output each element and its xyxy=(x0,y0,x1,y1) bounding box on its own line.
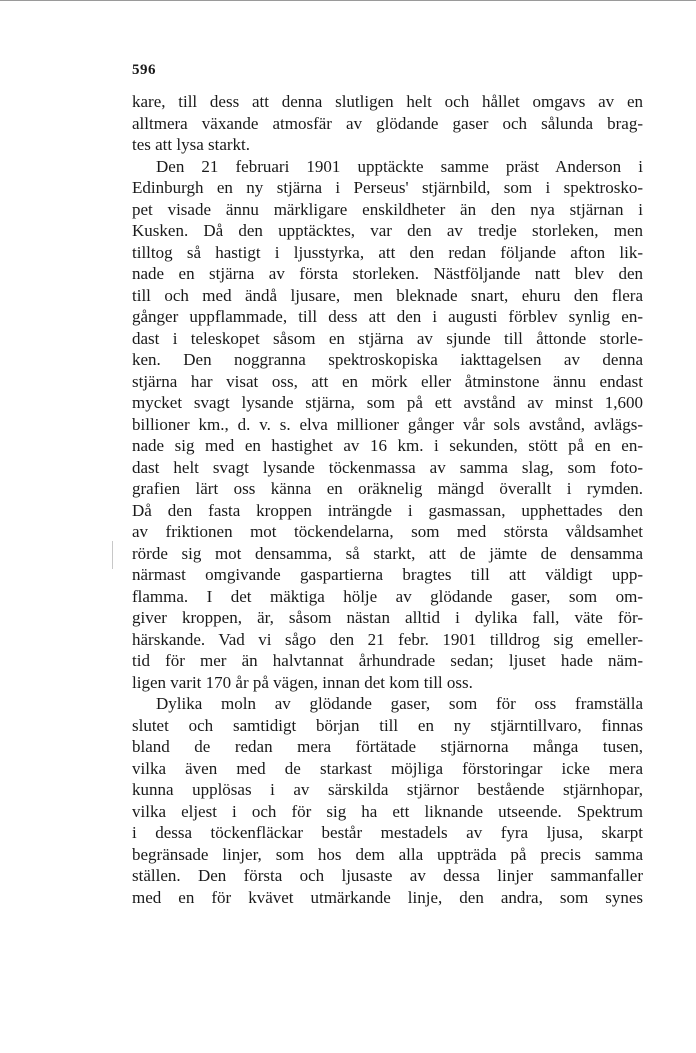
text-line: tes att lysa starkt. xyxy=(132,135,251,154)
text-line: Den 21 februari 1901 upptäckte samme präst Anderson i xyxy=(156,156,643,176)
text-line: bland de redan mera förtätade stjärnorna många tusen, xyxy=(132,737,643,756)
page-number: 596 xyxy=(132,62,156,78)
text-line: tid för mer än halvtannat århundrade sedan; ljuset hade näm- xyxy=(132,651,643,670)
text-line: nade sig med en hastighet av 16 km. i sekunden, stött på en en- xyxy=(132,436,643,455)
margin-mark xyxy=(112,541,113,569)
text-line: tilltog så hastigt i ljusstyrka, att den redan följande afton lik- xyxy=(132,242,643,262)
text-line: i dessa töckenfläckar består mestadels av fyra ljusa, skarpt xyxy=(132,823,643,842)
text-line: närmast omgivande gaspartierna bragtes till att väldigt upp- xyxy=(132,565,643,584)
body-text xyxy=(132,91,643,908)
text-line: vilka eljest i och för sig ha ett liknande utseende. Spektrum xyxy=(132,801,643,821)
text-line: dast i teleskopet såsom en stjärna av sjunde till åttonde storle- xyxy=(132,328,643,348)
text-line: med en för kvävet utmärkande linje, den andra, som synes xyxy=(132,887,643,907)
text-line: flamma. I det mäktiga hölje av glödande gaser, som om- xyxy=(132,586,643,606)
text-line: gånger uppflammade, till dess att den i augusti förblev synlig en- xyxy=(132,307,643,326)
text-line: Då den fasta kroppen inträngde i gasmassan, upphettades den xyxy=(132,500,643,520)
text-line: vilka även med de starkast möjliga förstoringar icke mera xyxy=(132,758,643,778)
text-line: av friktionen mot töckendelarna, som med största våldsamhet xyxy=(132,522,643,541)
text-line: dast helt svagt lysande töckenmassa av samma slag, som foto- xyxy=(132,457,643,477)
text-line: mycket svagt lysande stjärna, som på ett avstånd av minst 1,600 xyxy=(132,393,643,412)
text-line: Kusken. Då den upptäcktes, var den av tredje storleken, men xyxy=(132,221,643,240)
text-line: grafien lärt oss känna en oräknelig mängd överallt i rymden. xyxy=(132,479,643,498)
top-page-edge xyxy=(0,0,696,1)
text-line: nade en stjärna av första storleken. Nästföljande natt blev den xyxy=(132,264,643,283)
text-line: rörde sig mot densamma, så starkt, att de jämte de densamma xyxy=(132,543,643,563)
text-line: pet visade ännu märkligare enskildheter än den nya stjärnan i xyxy=(132,199,643,219)
text-line: ställen. Den första och ljusaste av dessa linjer sammanfaller xyxy=(132,866,643,885)
text-line: giver kroppen, är, såsom nästan alltid i dylika fall, väte för- xyxy=(132,608,643,627)
text-line: Edinburgh en ny stjärna i Perseus' stjärnbild, som i spektrosko- xyxy=(132,178,643,197)
text-line: kunna upplösas i av särskilda stjärnor bestående stjärnhopar, xyxy=(132,780,643,799)
text-line: stjärna har visat oss, att en mörk eller åtminstone ännu endast xyxy=(132,371,643,391)
text-line: ken. Den noggranna spektroskopiska iakttagelsen av denna xyxy=(132,350,643,369)
text-line: till och med ändå ljusare, men bleknade snart, ehuru den flera xyxy=(132,285,643,305)
text-line: Dylika moln av glödande gaser, som för oss framställa xyxy=(156,694,643,713)
text-line: alltmera växande atmosfär av glödande gaser och sålunda brag- xyxy=(132,113,643,133)
text-line: härskande. Vad vi sågo den 21 febr. 1901 tilldrog sig emeller- xyxy=(132,629,643,649)
text-line: kare, till dess att denna slutligen helt och hållet omgavs av en xyxy=(132,92,643,111)
text-line: billioner km., d. v. s. elva millioner gånger vår sols avstånd, avlägs- xyxy=(132,414,643,434)
text-line: begränsade linjer, som hos dem alla uppträda på precis samma xyxy=(132,844,643,864)
text-line: slutet och samtidigt början till en ny stjärntillvaro, finnas xyxy=(132,715,643,735)
text-line: ligen varit 170 år på vägen, innan det kom till oss. xyxy=(132,672,473,692)
